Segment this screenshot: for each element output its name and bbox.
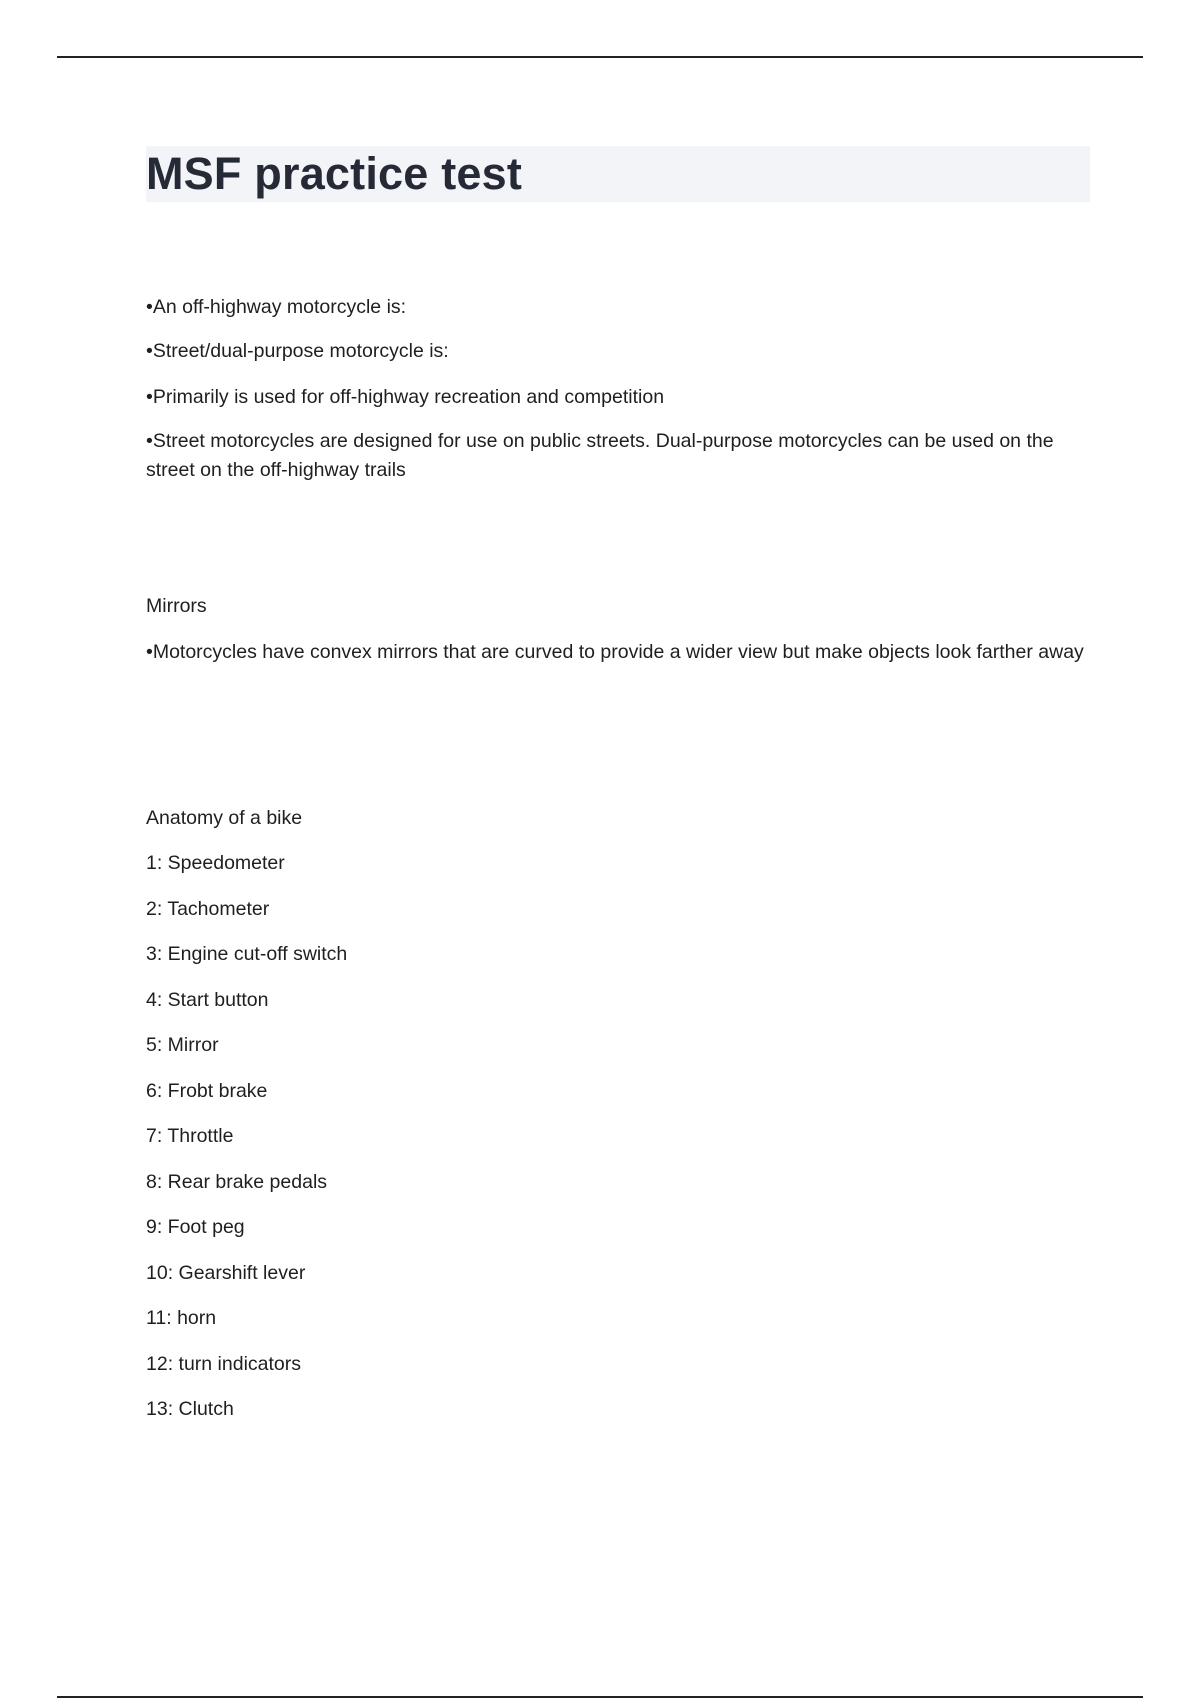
anatomy-item: 12: turn indicators [146, 1353, 302, 1375]
anatomy-item: 9: Foot peg [146, 1216, 245, 1238]
page-title: MSF practice test [146, 148, 523, 199]
bottom-divider [57, 1696, 1143, 1698]
document-body [146, 146, 1090, 1420]
anatomy-heading: Anatomy of a bike [146, 807, 303, 829]
mirrors-heading: Mirrors [146, 595, 207, 617]
anatomy-item: 13: Clutch [146, 1398, 234, 1420]
anatomy-item: 7: Throttle [146, 1125, 234, 1147]
title-band [146, 146, 1090, 202]
anatomy-item: 6: Frobt brake [146, 1080, 268, 1102]
anatomy-item: 2: Tachometer [146, 898, 270, 920]
anatomy-item: 10: Gearshift lever [146, 1262, 306, 1284]
anatomy-item: 3: Engine cut-off switch [146, 943, 348, 965]
anatomy-item: 5: Mirror [146, 1034, 219, 1056]
intro-line-3: •Primarily is used for off-highway recreation and competition [146, 386, 665, 408]
top-divider [57, 56, 1143, 58]
mirrors-text: •Motorcycles have convex mirrors that are curved to provide a wider view but make objects look farther away [146, 641, 1084, 663]
anatomy-item: 4: Start button [146, 989, 269, 1011]
intro-line-1: •An off-highway motorcycle is: [146, 296, 407, 318]
intro-line-4: •Street motorcycles are designed for use on public streets. Dual-purpose motorcycles can be used on the street on the off-highway trails [146, 430, 1054, 481]
intro-line-2: •Street/dual-purpose motorcycle is: [146, 340, 449, 362]
anatomy-item: 11: horn [146, 1307, 217, 1329]
anatomy-item: 1: Speedometer [146, 852, 285, 874]
anatomy-item: 8: Rear brake pedals [146, 1171, 328, 1193]
